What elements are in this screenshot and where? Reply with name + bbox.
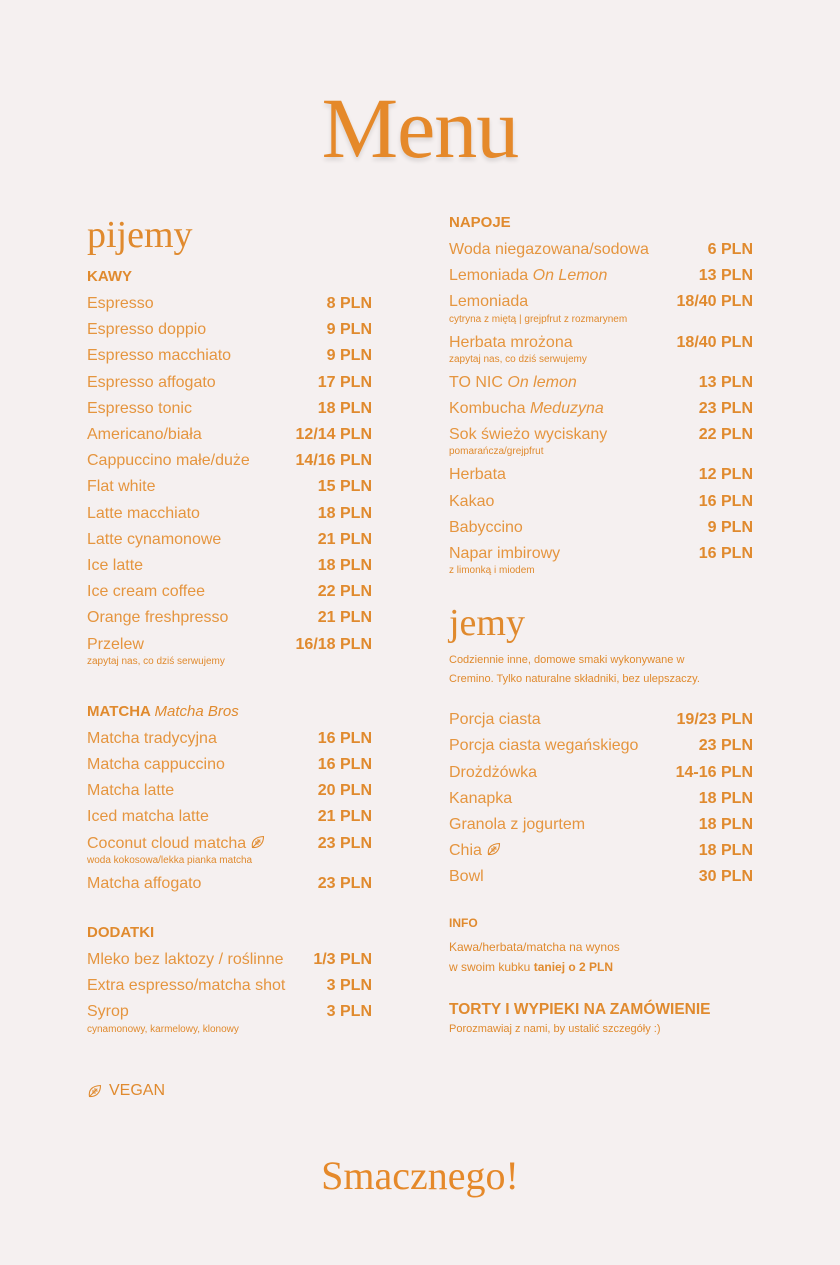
item-name-text: Iced matcha latte bbox=[87, 808, 209, 826]
matcha-section-title bbox=[87, 702, 372, 722]
jemy-description-line2: Cremino. Tylko naturalne składniki, bez ulepszaczy. bbox=[449, 673, 700, 686]
item-name-text: Espresso affogato bbox=[87, 373, 216, 391]
menu-item-price: 18 PLN bbox=[317, 399, 372, 417]
item-name-text: Lemoniada bbox=[449, 293, 529, 311]
menu-item-name bbox=[449, 489, 494, 515]
item-name-text: Orange freshpresso bbox=[87, 609, 229, 627]
menu-item-price: 30 PLN bbox=[698, 868, 753, 886]
menu-item bbox=[449, 422, 753, 448]
menu-item-price: 21 PLN bbox=[317, 609, 372, 627]
menu-item-price: 16 PLN bbox=[698, 492, 753, 510]
menu-item bbox=[87, 501, 372, 527]
menu-item-price: 15 PLN bbox=[317, 478, 372, 496]
menu-item-name bbox=[449, 237, 649, 263]
item-name-text: Porcja ciasta bbox=[449, 711, 541, 729]
jemy-description bbox=[449, 651, 753, 689]
item-name-text: Ice latte bbox=[87, 557, 144, 575]
info-line2-prefix: w swoim kubku bbox=[449, 959, 531, 974]
menu-item-note: zapytaj nas, co dziś serwujemy bbox=[449, 353, 587, 365]
menu-item bbox=[449, 733, 753, 759]
menu-item-name bbox=[449, 760, 537, 786]
menu-item-price: 9 PLN bbox=[326, 321, 372, 339]
menu-item bbox=[87, 804, 372, 830]
menu-item-note: cynamonowy, karmelowy, klonowy bbox=[87, 1023, 239, 1035]
menu-item-name bbox=[87, 396, 192, 422]
menu-item-name bbox=[87, 947, 284, 973]
menu-item-name bbox=[449, 263, 607, 289]
item-name-text: Matcha cappuccino bbox=[87, 756, 225, 774]
item-name-text: Latte cynamonowe bbox=[87, 530, 222, 548]
leaf-icon bbox=[486, 840, 502, 856]
item-name-text: Herbata bbox=[449, 466, 506, 484]
info-line2-bold: taniej o 2 PLN bbox=[533, 959, 614, 974]
menu-item-name bbox=[87, 871, 201, 897]
napoje-section-title: NAPOJE bbox=[449, 214, 511, 231]
item-name-text: Drożdżówka bbox=[449, 763, 538, 781]
menu-item bbox=[449, 263, 753, 289]
info-text bbox=[449, 937, 753, 977]
item-name-text: Syrop bbox=[87, 1003, 129, 1021]
leaf-icon bbox=[87, 1083, 103, 1099]
torty-text: Porozmawiaj z nami, by ustalić szczegóły :) bbox=[449, 1022, 661, 1035]
menu-item bbox=[87, 973, 372, 999]
jemy-description-line1: Codziennie inne, domowe smaki wykonywane w bbox=[449, 654, 685, 667]
menu-item-price: 18 PLN bbox=[698, 789, 753, 807]
dodatki-list bbox=[87, 947, 372, 1036]
item-name-text: Granola z jogurtem bbox=[449, 816, 586, 834]
menu-item bbox=[87, 553, 372, 579]
menu-item-price: 14-16 PLN bbox=[675, 763, 753, 781]
menu-item bbox=[449, 237, 753, 263]
menu-item-name bbox=[449, 462, 506, 488]
item-name-text: Cappuccino małe/duże bbox=[87, 452, 250, 470]
menu-item-name bbox=[87, 474, 155, 500]
menu-item bbox=[87, 831, 372, 857]
menu-item-name bbox=[449, 786, 512, 812]
menu-item-price: 23 PLN bbox=[317, 874, 372, 892]
menu-item-name bbox=[87, 778, 174, 804]
menu-item bbox=[449, 812, 753, 838]
item-name-text: TO NIC bbox=[449, 373, 503, 391]
item-name-text: Matcha affogato bbox=[87, 874, 202, 892]
menu-item-name bbox=[449, 733, 638, 759]
menu-item bbox=[87, 579, 372, 605]
right-column bbox=[449, 213, 753, 1037]
pijemy-heading: pijemy bbox=[87, 214, 193, 256]
menu-item bbox=[87, 605, 372, 631]
menu-item-name bbox=[449, 396, 604, 422]
menu-item bbox=[449, 838, 753, 864]
menu-item bbox=[449, 707, 753, 733]
matcha-subtitle: Matcha Bros bbox=[154, 702, 239, 720]
menu-item-price: 16 PLN bbox=[698, 545, 753, 563]
item-name-text: Sok świeżo wyciskany bbox=[449, 426, 608, 444]
menu-item bbox=[87, 778, 372, 804]
vegan-legend-label: VEGAN bbox=[109, 1081, 166, 1099]
menu-item bbox=[449, 515, 753, 541]
item-name-text: Lemoniada bbox=[449, 267, 529, 285]
menu-item bbox=[87, 752, 372, 778]
menu-item-price: 20 PLN bbox=[317, 782, 372, 800]
menu-item-name bbox=[87, 726, 217, 752]
menu-item bbox=[449, 786, 753, 812]
menu-item bbox=[449, 541, 753, 567]
item-name-text: Ice cream coffee bbox=[87, 583, 205, 601]
menu-item-price: 12/14 PLN bbox=[295, 426, 372, 444]
menu-item-name bbox=[87, 999, 129, 1025]
menu-item bbox=[87, 474, 372, 500]
menu-item-price: 16/18 PLN bbox=[295, 635, 372, 653]
menu-item bbox=[449, 289, 753, 315]
menu-item-name bbox=[87, 422, 202, 448]
menu-item bbox=[87, 726, 372, 752]
menu-item-note: woda kokosowa/lekka pianka matcha bbox=[87, 854, 253, 866]
menu-item bbox=[449, 489, 753, 515]
matcha-list bbox=[87, 726, 372, 897]
item-name-text: Chia bbox=[449, 842, 482, 860]
menu-item-name bbox=[87, 831, 266, 857]
menu-item bbox=[449, 864, 753, 890]
item-name-text: Coconut cloud matcha bbox=[87, 834, 247, 852]
vegan-legend bbox=[87, 1082, 372, 1100]
menu-item-name bbox=[87, 973, 285, 999]
menu-item-name bbox=[87, 553, 143, 579]
item-name-text: Napar imbirowy bbox=[449, 545, 561, 563]
menu-item bbox=[449, 462, 753, 488]
menu-item-price: 16 PLN bbox=[317, 729, 372, 747]
item-name-text: Mleko bez laktozy / roślinne bbox=[87, 951, 284, 969]
item-name-text: Kanapka bbox=[449, 789, 513, 807]
item-name-text: Porcja ciasta wegańskiego bbox=[449, 737, 639, 755]
menu-item-name bbox=[87, 317, 206, 343]
menu-item bbox=[87, 947, 372, 973]
item-name-text: Extra espresso/matcha shot bbox=[87, 977, 286, 995]
item-name-text: Latte macchiato bbox=[87, 504, 200, 522]
item-name-italic: Meduzyna bbox=[529, 400, 604, 418]
menu-item-name bbox=[449, 370, 577, 396]
menu-item-price: 21 PLN bbox=[317, 530, 372, 548]
left-column bbox=[87, 215, 372, 1100]
item-name-text: Przelew bbox=[87, 635, 144, 653]
item-name-text: Espresso tonic bbox=[87, 399, 192, 417]
menu-item-price: 18 PLN bbox=[317, 557, 372, 575]
menu-item-name bbox=[87, 752, 225, 778]
menu-item-price: 22 PLN bbox=[317, 583, 372, 601]
item-name-text: Matcha tradycyjna bbox=[87, 729, 217, 747]
menu-item-price: 17 PLN bbox=[317, 373, 372, 391]
matcha-title: MATCHA bbox=[87, 702, 151, 720]
menu-item-name bbox=[449, 541, 560, 567]
item-name-italic: On Lemon bbox=[532, 267, 608, 285]
menu-item-name bbox=[87, 579, 205, 605]
menu-item bbox=[87, 422, 372, 448]
menu-item bbox=[87, 632, 372, 658]
menu-item-name bbox=[449, 515, 523, 541]
napoje-list bbox=[449, 237, 753, 577]
menu-item-price: 23 PLN bbox=[698, 737, 753, 755]
menu-item-name bbox=[87, 527, 221, 553]
item-name-text: Woda niegazowana/sodowa bbox=[449, 241, 649, 258]
leaf-icon bbox=[250, 833, 266, 849]
menu-item-name bbox=[87, 632, 144, 658]
jemy-heading: jemy bbox=[449, 602, 525, 645]
menu-item bbox=[449, 396, 753, 422]
menu-item-price: 16 PLN bbox=[317, 756, 372, 774]
menu-item-price: 12 PLN bbox=[698, 466, 753, 484]
menu-item bbox=[87, 343, 372, 369]
item-name-text: Americano/biała bbox=[87, 426, 202, 444]
info-line2 bbox=[449, 957, 753, 977]
menu-item-name bbox=[87, 370, 216, 396]
item-name-text: Babyccino bbox=[449, 518, 523, 536]
menu-item-price: 13 PLN bbox=[698, 267, 753, 285]
menu-item bbox=[87, 448, 372, 474]
footer-smacznego: Smacznego! bbox=[321, 1153, 519, 1198]
menu-item-name bbox=[449, 422, 607, 448]
jemy-list bbox=[449, 707, 753, 890]
menu-item bbox=[87, 291, 372, 317]
menu-item-note: z limonką i miodem bbox=[449, 565, 535, 577]
menu-title: Menu bbox=[321, 80, 519, 176]
menu-item-price: 23 PLN bbox=[317, 834, 372, 852]
menu-item bbox=[87, 999, 372, 1025]
kawy-list bbox=[87, 291, 372, 668]
menu-item-price: 1/3 PLN bbox=[313, 951, 372, 969]
menu-item-price: 13 PLN bbox=[698, 373, 753, 391]
menu-item-name bbox=[449, 812, 585, 838]
info-section-title: INFO bbox=[449, 915, 478, 930]
info-line1: Kawa/herbata/matcha na wynos bbox=[449, 939, 620, 954]
menu-item-price: 21 PLN bbox=[317, 808, 372, 826]
menu-item bbox=[449, 760, 753, 786]
menu-item-price: 6 PLN bbox=[707, 241, 753, 258]
menu-item-price: 18 PLN bbox=[698, 816, 753, 834]
menu-item-note: cytryna z miętą | grejpfrut z rozmarynem bbox=[449, 313, 628, 325]
item-name-text: Kakao bbox=[449, 492, 495, 510]
item-name-italic: On lemon bbox=[507, 373, 577, 391]
kawy-section-title: KAWY bbox=[87, 268, 132, 285]
menu-item-price: 18/40 PLN bbox=[676, 293, 753, 311]
item-name-text: Bowl bbox=[449, 868, 484, 886]
item-name-text: Espresso doppio bbox=[87, 321, 207, 339]
menu-item-name bbox=[87, 343, 231, 369]
menu-item-price: 19/23 PLN bbox=[676, 711, 753, 729]
item-name-text: Espresso macchiato bbox=[87, 347, 232, 365]
menu-item-price: 22 PLN bbox=[698, 426, 753, 444]
menu-item-name bbox=[87, 605, 228, 631]
item-name-text: Espresso bbox=[87, 295, 154, 312]
item-name-text: Matcha latte bbox=[87, 782, 175, 800]
menu-item-price: 14/16 PLN bbox=[295, 452, 372, 470]
dodatki-section-title: DODATKI bbox=[87, 924, 155, 942]
menu-item bbox=[87, 527, 372, 553]
menu-item-price: 18 PLN bbox=[698, 842, 753, 860]
menu-item-name bbox=[87, 448, 250, 474]
menu-item bbox=[87, 317, 372, 343]
menu-item-price: 18/40 PLN bbox=[676, 333, 753, 351]
menu-item bbox=[449, 330, 753, 356]
menu-item-name bbox=[449, 864, 484, 890]
item-name-text: Herbata mrożona bbox=[449, 333, 573, 351]
menu-item-name bbox=[87, 501, 200, 527]
menu-item bbox=[87, 370, 372, 396]
menu-item bbox=[449, 370, 753, 396]
menu-item-price: 8 PLN bbox=[326, 295, 372, 312]
menu-item-price: 9 PLN bbox=[707, 518, 753, 536]
menu-item-note: pomarańcza/grejpfrut bbox=[449, 446, 544, 458]
menu-item-price: 3 PLN bbox=[326, 977, 372, 995]
menu-item-name bbox=[449, 707, 541, 733]
item-name-text: Kombucha bbox=[449, 400, 526, 418]
menu-item-name bbox=[449, 330, 573, 356]
menu-item-price: 3 PLN bbox=[326, 1003, 372, 1021]
menu-item-name bbox=[87, 291, 154, 317]
torty-section-title: TORTY I WYPIEKI NA ZAMÓWIENIE bbox=[449, 1000, 711, 1018]
menu-item-price: 23 PLN bbox=[698, 400, 753, 418]
menu-item-name bbox=[87, 804, 209, 830]
menu-item-note: zapytaj nas, co dziś serwujemy bbox=[87, 655, 225, 667]
menu-item bbox=[87, 871, 372, 897]
menu-item-price: 9 PLN bbox=[326, 347, 372, 365]
menu-item-name bbox=[449, 289, 528, 315]
menu-item-name bbox=[449, 838, 502, 864]
menu-item-price: 18 PLN bbox=[317, 504, 372, 522]
item-name-text: Flat white bbox=[87, 478, 156, 496]
menu-item bbox=[87, 396, 372, 422]
